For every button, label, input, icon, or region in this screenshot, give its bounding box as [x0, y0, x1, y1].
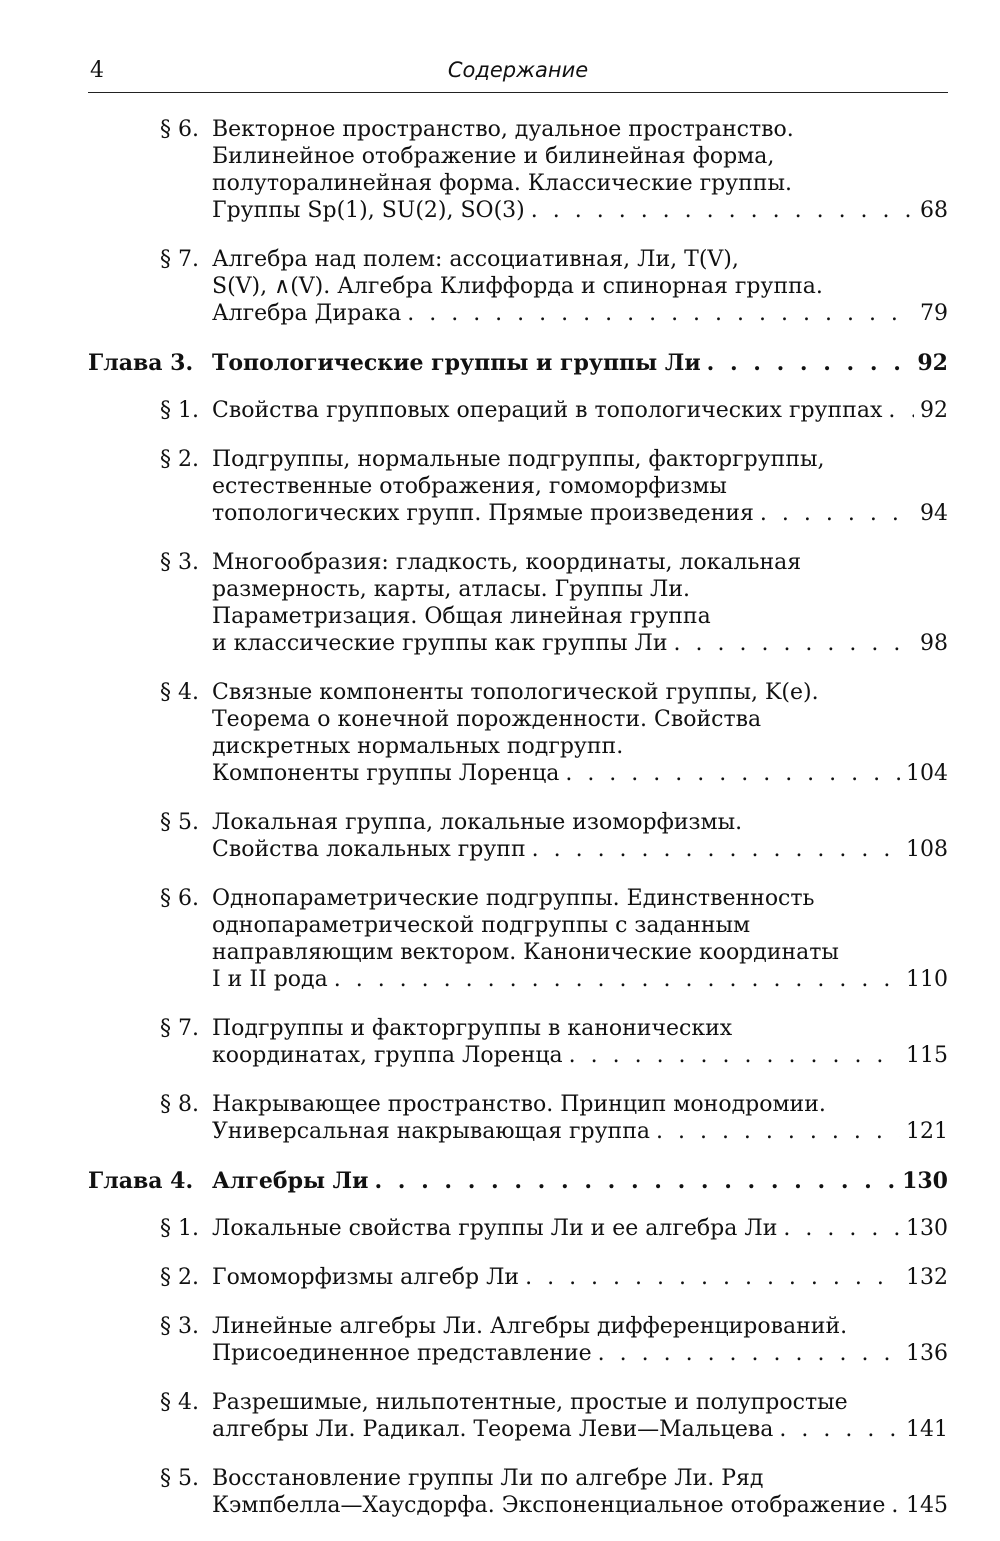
- section-number: § 6.: [160, 117, 199, 142]
- leader-dots: [783, 1215, 900, 1242]
- section-number: § 7.: [160, 247, 199, 272]
- section-number: § 5.: [160, 810, 199, 835]
- entry-line: [212, 1015, 948, 1042]
- leader-dots: [531, 197, 914, 224]
- entry-line: [212, 143, 948, 170]
- page-ref: 92: [920, 398, 948, 423]
- entry-line: [212, 679, 948, 706]
- entry-body: [212, 1389, 948, 1443]
- entry-text: однопараметрической подгруппы с заданным: [212, 913, 751, 938]
- section-number: § 3.: [160, 1314, 199, 1339]
- entry-text: Локальная группа, локальные изоморфизмы.: [212, 810, 743, 835]
- entry-text: топологических групп. Прямые произведения: [212, 501, 754, 526]
- entry-body: [212, 885, 948, 993]
- section-number: § 7.: [160, 1016, 199, 1041]
- entry-text: S(V), ∧(V). Алгебра Клиффорда и спинорная группа.: [212, 274, 823, 299]
- toc-entry[interactable]: [88, 809, 948, 863]
- entry-body: [212, 397, 948, 424]
- entry-text: Свойства локальных групп: [212, 837, 526, 862]
- entry-text: и классические группы как группы Ли: [212, 631, 668, 656]
- entry-line: [212, 1313, 948, 1340]
- section-number: § 1.: [160, 1216, 199, 1241]
- entry-line: [212, 1215, 948, 1242]
- leader-dots: [569, 1042, 900, 1069]
- entry-text: Векторное пространство, дуальное пространство.: [212, 117, 794, 142]
- page-ref: 115: [906, 1043, 948, 1068]
- entry-line: [212, 1465, 948, 1492]
- entry-text: Теорема о конечной порожденности. Свойства: [212, 707, 762, 732]
- entry-text: Подгруппы, нормальные подгруппы, факторгруппы,: [212, 447, 825, 472]
- entry-text: I и II рода: [212, 967, 328, 992]
- entry-line: [212, 397, 948, 424]
- leader-dots: [760, 500, 914, 527]
- entry-text: дискретных нормальных подгрупп.: [212, 734, 624, 759]
- section-number: § 3.: [160, 550, 199, 575]
- toc-entry[interactable]: [88, 1465, 948, 1519]
- page-ref: 132: [906, 1265, 948, 1290]
- entry-line: [212, 1042, 948, 1069]
- entry-line: [212, 1091, 948, 1118]
- section-number: § 8.: [160, 1092, 199, 1117]
- page-ref: 94: [920, 501, 948, 526]
- page-ref: 108: [906, 837, 948, 862]
- toc-entry[interactable]: [88, 1264, 948, 1291]
- entry-text: Свойства групповых операций в топологических группах: [212, 398, 883, 423]
- leader-dots: [532, 836, 900, 863]
- toc-entry[interactable]: [88, 1313, 948, 1367]
- leader-dots: [779, 1416, 900, 1443]
- running-title: Содержание: [447, 58, 589, 82]
- entry-line: [212, 1118, 948, 1145]
- page-ref: 98: [920, 631, 948, 656]
- entry-body: [212, 246, 948, 327]
- entry-line: [212, 1492, 948, 1519]
- entry-text: Связные компоненты топологической группы, K(e).: [212, 680, 819, 705]
- entry-text: Разрешимые, нильпотентные, простые и полупростые: [212, 1390, 848, 1415]
- chapter-label: Глава 3.: [88, 350, 194, 376]
- entry-text: Универсальная накрывающая группа: [212, 1119, 650, 1144]
- page-ref: 110: [906, 967, 948, 992]
- entry-text: Накрывающее пространство. Принцип монодромии.: [212, 1092, 826, 1117]
- entry-text: Локальные свойства группы Ли и ее алгебра Ли: [212, 1216, 778, 1241]
- toc-entry[interactable]: [88, 1015, 948, 1069]
- leader-dots: [334, 966, 900, 993]
- entry-text: Параметризация. Общая линейная группа: [212, 604, 711, 629]
- leader-dots: [707, 349, 912, 377]
- page-number: 4: [90, 58, 104, 83]
- entry-body: [212, 1015, 948, 1069]
- chapter-title: Топологические группы и группы Ли: [212, 350, 701, 376]
- page-ref: 68: [920, 198, 948, 223]
- section-number: § 1.: [160, 398, 199, 423]
- entry-text: Алгебра над полем: ассоциативная, Ли, T(V),: [212, 247, 739, 272]
- toc-entry[interactable]: [88, 1389, 948, 1443]
- entry-line: [212, 576, 948, 603]
- page-ref: 130: [906, 1216, 948, 1241]
- entry-line: [212, 549, 948, 576]
- entry-text: Гомоморфизмы алгебр Ли: [212, 1265, 520, 1290]
- entry-line: [212, 500, 948, 527]
- entry-body: [212, 679, 948, 787]
- entry-line: [212, 630, 948, 657]
- entry-line: [212, 809, 948, 836]
- entry-body: [212, 809, 948, 863]
- section-number: § 2.: [160, 447, 199, 472]
- entry-line: [212, 1389, 948, 1416]
- page-ref: 92: [917, 350, 948, 376]
- entry-line: [212, 760, 948, 787]
- entry-line: [212, 603, 948, 630]
- leader-dots: [656, 1118, 900, 1145]
- entry-line: [212, 939, 948, 966]
- entry-line: [212, 1340, 948, 1367]
- section-number: § 4.: [160, 680, 199, 705]
- entry-text: естественные отображения, гомоморфизмы: [212, 474, 727, 499]
- toc-entry[interactable]: [88, 679, 948, 787]
- entry-text: размерность, карты, атласы. Группы Ли.: [212, 577, 691, 602]
- chapter-heading[interactable]: [88, 1167, 948, 1195]
- leader-dots: [888, 397, 914, 424]
- entry-body: [212, 1264, 948, 1291]
- page-ref: 121: [906, 1119, 948, 1144]
- page-ref: 130: [902, 1168, 948, 1194]
- table-of-contents: [88, 116, 948, 1541]
- toc-entry[interactable]: [88, 246, 948, 327]
- entry-line: [212, 197, 948, 224]
- leader-dots: [407, 300, 914, 327]
- entry-body: [212, 549, 948, 657]
- toc-entry[interactable]: [88, 1091, 948, 1145]
- toc-entry[interactable]: [88, 397, 948, 424]
- entry-line: [212, 170, 948, 197]
- toc-entry[interactable]: [88, 549, 948, 657]
- entry-line: [212, 300, 948, 327]
- entry-line: [212, 885, 948, 912]
- page-ref: 104: [906, 761, 948, 786]
- entry-line: [212, 273, 948, 300]
- leader-dots: [598, 1340, 900, 1367]
- leader-dots: [565, 760, 900, 787]
- chapter-label: Глава 4.: [88, 1168, 194, 1194]
- leader-dots: [374, 1167, 896, 1195]
- entry-text: Однопараметрические подгруппы. Единственность: [212, 886, 815, 911]
- leader-dots: [525, 1264, 900, 1291]
- entry-text: Группы Sp(1), SU(2), SO(3): [212, 198, 525, 223]
- entry-text: полуторалинейная форма. Классические группы.: [212, 171, 792, 196]
- entry-body: [212, 116, 948, 224]
- chapter-heading[interactable]: [88, 349, 948, 377]
- entry-line: [212, 1264, 948, 1291]
- entry-line: [212, 116, 948, 143]
- entry-text: Алгебра Дирака: [212, 301, 402, 326]
- entry-text: Билинейное отображение и билинейная форма,: [212, 144, 775, 169]
- toc-entry[interactable]: [88, 885, 948, 993]
- entry-line: [212, 966, 948, 993]
- toc-entry[interactable]: [88, 116, 948, 224]
- entry-text: Линейные алгебры Ли. Алгебры дифференцирований.: [212, 1314, 848, 1339]
- page-ref: 141: [906, 1417, 948, 1442]
- leader-dots: [891, 1492, 900, 1519]
- entry-line: [212, 706, 948, 733]
- section-number: § 6.: [160, 886, 199, 911]
- chapter-title: Алгебры Ли: [212, 1168, 369, 1194]
- page-ref: 79: [920, 301, 948, 326]
- entry-line: [212, 446, 948, 473]
- entry-line: [212, 733, 948, 760]
- entry-text: Многообразия: гладкость, координаты, локальная: [212, 550, 802, 575]
- section-number: § 2.: [160, 1265, 199, 1290]
- entry-line: [212, 473, 948, 500]
- entry-line: [212, 246, 948, 273]
- entry-body: [212, 1215, 948, 1242]
- entry-text: Кэмпбелла—Хаусдорфа. Экспоненциальное отображение: [212, 1493, 886, 1518]
- entry-line: [212, 912, 948, 939]
- chapter-title-line: [212, 1167, 948, 1195]
- toc-entry[interactable]: [88, 1215, 948, 1242]
- entry-text: направляющим вектором. Канонические координаты: [212, 940, 839, 965]
- entry-body: [212, 1091, 948, 1145]
- entry-line: [212, 836, 948, 863]
- entry-text: координатах, группа Лоренца: [212, 1043, 563, 1068]
- section-number: § 4.: [160, 1390, 199, 1415]
- entry-text: алгебры Ли. Радикал. Теорема Леви—Мальцева: [212, 1417, 774, 1442]
- entry-line: [212, 1416, 948, 1443]
- entry-text: Компоненты группы Лоренца: [212, 761, 560, 786]
- page-header: [88, 56, 948, 93]
- page-ref: 136: [906, 1341, 948, 1366]
- page-ref: 145: [906, 1493, 948, 1518]
- chapter-title-line: [212, 349, 948, 377]
- section-number: § 5.: [160, 1466, 199, 1491]
- entry-body: [212, 446, 948, 527]
- entry-body: [212, 1313, 948, 1367]
- leader-dots: [674, 630, 914, 657]
- toc-entry[interactable]: [88, 446, 948, 527]
- entry-text: Присоединенное представление: [212, 1341, 592, 1366]
- entry-text: Восстановление группы Ли по алгебре Ли. Ряд: [212, 1466, 764, 1491]
- entry-body: [212, 1465, 948, 1519]
- entry-text: Подгруппы и факторгруппы в канонических: [212, 1016, 733, 1041]
